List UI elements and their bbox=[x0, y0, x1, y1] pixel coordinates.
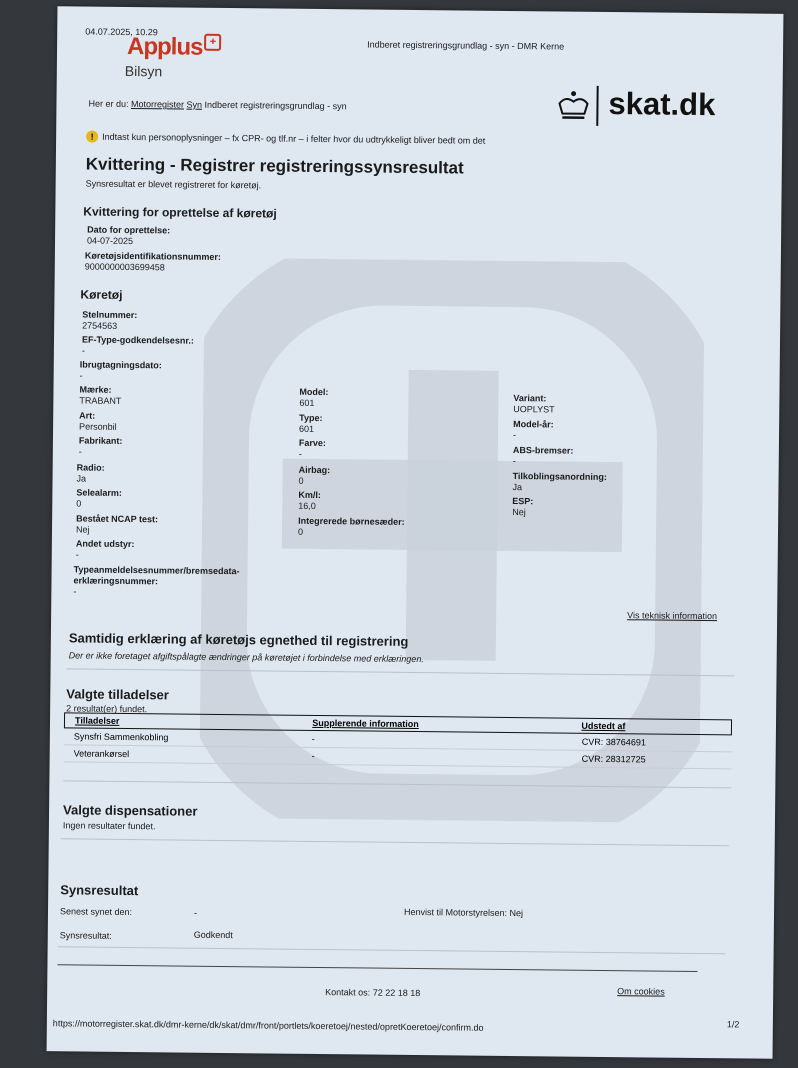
section-heading-declaration: Samtidig erklæring af køretøjs egnethed til registrering bbox=[68, 630, 409, 649]
skat-logo: skat.dk bbox=[608, 86, 716, 123]
col-header-supplerende[interactable]: Supplerende information bbox=[312, 717, 419, 730]
breadcrumb-current: Indberet registreringsgrundlag - syn bbox=[204, 99, 347, 112]
page-title: Kvittering - Registrer registreringssynsresultat bbox=[85, 154, 464, 178]
field-maerke: Mærke: TRABANT bbox=[79, 384, 122, 406]
cell-info: - bbox=[311, 750, 315, 761]
field-art: Art: Personbil bbox=[79, 410, 117, 432]
dispensations-empty: Ingen resultater fundet. bbox=[62, 820, 156, 832]
declaration-text: Der er ikke foretaget afgiftspålagte ændringer på køretøjet i forbindelse med erklæringen. bbox=[68, 650, 424, 665]
cell-issuer: CVR: 38764691 bbox=[581, 736, 646, 748]
section-heading-receipt: Kvittering for oprettelse af køretøj bbox=[83, 204, 277, 221]
document-sheet bbox=[47, 6, 784, 1059]
field-boernesaeder: Integrerede børnesæder: 0 bbox=[297, 515, 405, 537]
cell-permit: Synsfri Sammenkobling bbox=[73, 731, 169, 743]
col-header-udstedt[interactable]: Udstedt af bbox=[581, 720, 626, 732]
last-inspected-value: - bbox=[193, 907, 198, 918]
field-fabrikant: Fabrikant: - bbox=[78, 435, 123, 457]
page-number: 1/2 bbox=[726, 1019, 740, 1030]
col-header-tilladelser[interactable]: Tilladelser bbox=[74, 715, 120, 726]
field-andet-udstyr: Andet udstyr: - bbox=[75, 538, 135, 560]
field-esp: ESP: Nej bbox=[512, 496, 534, 518]
logo-divider bbox=[596, 86, 598, 126]
field-radio: Radio: Ja bbox=[76, 462, 105, 484]
section-heading-dispensations: Valgte dispensationer bbox=[62, 802, 198, 819]
field-ef-type: EF-Type-godkendelsesnr.: - bbox=[81, 334, 194, 356]
cell-info: - bbox=[311, 733, 315, 744]
status-message: Synsresultat er blevet registreret for køretøj. bbox=[85, 178, 262, 191]
field-tilkobling: Tilkoblingsanordning: Ja bbox=[512, 471, 607, 493]
field-vehicle-id: Køretøjsidentifikationsnummer: 9000000003699458 bbox=[84, 250, 221, 273]
crown-icon bbox=[556, 89, 590, 121]
divider bbox=[61, 838, 729, 846]
contact-info: Kontakt os: 72 22 18 18 bbox=[325, 987, 421, 999]
last-inspected-label: Senest synet den: bbox=[59, 906, 133, 918]
field-typeanmeldelse: Typeanmeldelsesnummer/bremsedata-erklæringsnummer: - bbox=[73, 564, 240, 597]
field-stelnummer: Stelnummer: 2754563 bbox=[82, 309, 138, 331]
breadcrumb bbox=[88, 99, 346, 112]
field-ncap: Bestået NCAP test: Nej bbox=[75, 513, 159, 535]
footer-divider bbox=[57, 964, 697, 972]
field-ibrugtagning: Ibrugtagningsdato: - bbox=[79, 359, 162, 381]
field-km-l: Km/l: 16,0 bbox=[298, 489, 321, 511]
field-airbag: Airbag: 0 bbox=[298, 464, 331, 486]
permits-result-count: 2 resultat(er) fundet. bbox=[66, 703, 148, 715]
section-heading-vehicle: Køretøj bbox=[80, 287, 123, 302]
applus-logo: Applus + bbox=[127, 33, 222, 62]
section-heading-permits: Valgte tilladelser bbox=[66, 686, 169, 703]
applus-logo-subtitle: Bilsyn bbox=[124, 62, 163, 80]
field-variant: Variant: UOPLYST bbox=[513, 393, 555, 415]
breadcrumb-prefix: Her er du: bbox=[88, 98, 129, 109]
warning-icon: ! bbox=[86, 131, 98, 143]
divider bbox=[58, 946, 726, 954]
technical-info-link[interactable]: Vis teknisk information bbox=[627, 610, 718, 622]
field-selealarm: Selealarm: 0 bbox=[76, 487, 122, 509]
field-type: Type: 601 bbox=[299, 412, 323, 434]
cell-permit: Veterankørsel bbox=[73, 748, 130, 760]
print-timestamp: 04.07.2025, 10.29 bbox=[85, 26, 158, 38]
cookies-link[interactable]: Om cookies bbox=[617, 986, 665, 997]
field-farve: Farve: - bbox=[298, 437, 326, 459]
field-creation-date: Dato for oprettelse: 04-07-2025 bbox=[86, 224, 171, 247]
referred-to-agency: Henvist til Motorstyrelsen: Nej bbox=[403, 906, 524, 919]
breadcrumb-motorregister[interactable]: Motorregister bbox=[130, 99, 185, 110]
breadcrumb-syn[interactable]: Syn bbox=[186, 99, 203, 110]
field-model-aar: Model-år: - bbox=[512, 419, 554, 441]
permits-table bbox=[64, 712, 732, 769]
page-title-header: Indberet registreringsgrundlag - syn - DMR Kerne bbox=[367, 39, 565, 52]
inspection-result-value: Godkendt bbox=[193, 929, 233, 941]
section-heading-inspection: Synsresultat bbox=[60, 882, 139, 899]
print-url: https://motorregister.skat.dk/dmr-kerne/dk/skat/dmr/front/portlets/koeretoej/nested/opretKoeretoej/confirm.do bbox=[52, 1018, 484, 1033]
field-abs: ABS-bremser: - bbox=[512, 445, 574, 467]
cell-issuer: CVR: 28312725 bbox=[581, 753, 646, 765]
warning-text: Indtast kun personoplysninger – fx CPR- og tlf.nr – i felter hvor du udtrykkeligt bliver bedt om det bbox=[102, 131, 486, 146]
inspection-result-label: Synsresultat: bbox=[59, 930, 112, 941]
warning-notice bbox=[86, 131, 485, 147]
field-model: Model: 601 bbox=[299, 386, 329, 408]
